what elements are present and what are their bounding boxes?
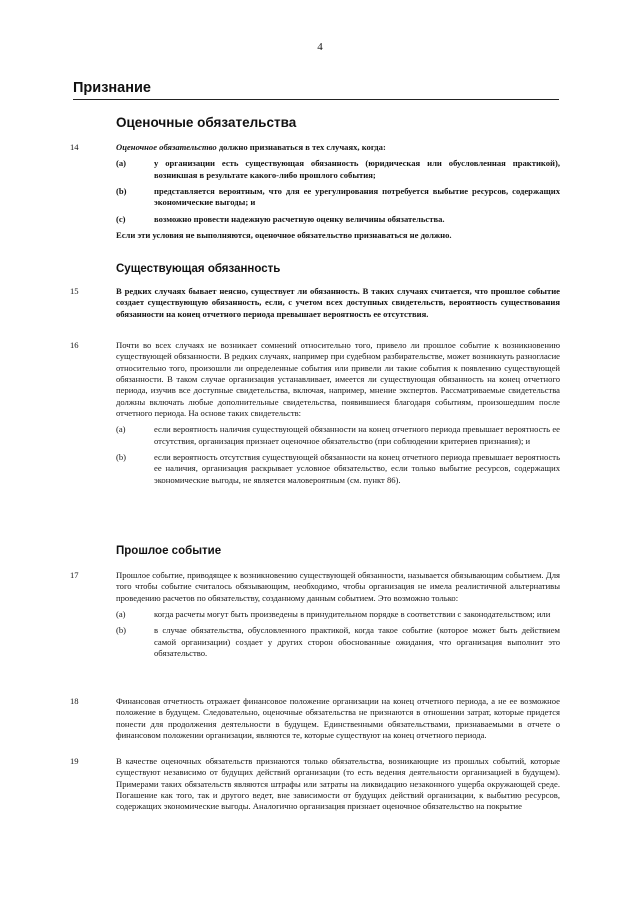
intro-text: должно признаваться в тех случаях, когда: (218, 142, 386, 152)
heading-provisions: Оценочные обязательства (116, 115, 297, 130)
paragraph-15 (70, 286, 560, 320)
paragraph-text: Почти во всех случаях не возникает сомнений относительно того, привело ли прошлое событие к возникновению существующей обязанности. В редких случаях, например при судебном разбирательстве, может возникнуть разногласие относительно того, произошли ли определенные события или привели ли такие события к появлению существующей обязанности. В таком случае организация устанавливает, имеется ли существующая обязанность на конец отчетного периода, изучив все доступные свидетельства, включая, например, мнение экспертов. Рассматриваемые свидетельства должны включать любые дополнительные свидетельства, появившиеся благодаря событиям, произошедшим после отчетного периода. На основе таких свидетельств: (116, 340, 560, 419)
paragraph-text: Прошлое событие, приводящее к возникновению существующей обязанности, называется обязывающим событием. Для того чтобы событие считалось обязывающим, необходимо, чтобы организация не имела реалистичной альтернативы проведению расчетов по обязательству, созданному данным событием. Это возможно только: (116, 570, 560, 603)
list-item (116, 452, 560, 486)
item-label: (а) (116, 424, 126, 435)
closing-text: Если эти условия не выполняются, оценочное обязательство признаваться не должно. (116, 230, 452, 241)
paragraph-text: В качестве оценочных обязательств признаются только обязательства, возникающие из прошлых событий, которые существуют независимо от будущих действий организации (то есть ведения деятельности организацией в будущем). Примерами таких обязательств являются штрафы или затраты на ликвидацию незаконного ущерба окружающей среде. Погашение как того, так и другого ведет, вне зависимости от будущих действий организации, к выбытию ресурсов, содержащих экономические выгоды. Аналогично организация признает оценочное обязательство на покрытие (116, 756, 560, 812)
paragraph-number: 14 (70, 142, 79, 152)
paragraph-number: 17 (70, 570, 79, 580)
item-text: у организации есть существующая обязанность (юридическая или обусловленная практикой), возникшая в результате какого-либо прошлого события; (154, 158, 560, 180)
list-item (116, 424, 560, 447)
item-label: (с) (116, 213, 126, 224)
item-label: (b) (116, 625, 127, 636)
item-text: когда расчеты могут быть произведены в принудительном порядке в соответствии с законодательством; или (154, 609, 551, 620)
list-item (116, 214, 560, 225)
item-label: (b) (116, 452, 127, 463)
item-text: если вероятность наличия существующей обязанности на конец отчетного периода превышает вероятность ее отсутствия, организация признает оценочное обязательство (при соблюдении критериев признания); и (154, 424, 560, 446)
item-text: возможно провести надежную расчетную оценку величины обязательства. (154, 213, 445, 224)
item-text: если вероятность отсутствия существующей обязанности на конец отчетного периода превышает вероятность ее наличия, организация раскрывает условное обязательство, если только выбытие ресурсов, содержащих экономические выгоды, не является маловероятным (см. пункт 86). (154, 452, 560, 485)
paragraph-text: В редких случаях бывает неясно, существует ли обязанность. В таких случаях считается, что прошлое событие создает существующую обязанность, если, с учетом всех доступных свидетельств, вероятность существования обязанности на конец отчетного периода превышает вероятность ее отсутствия. (116, 286, 560, 319)
item-label: (а) (116, 158, 127, 169)
paragraph-14 (70, 142, 560, 241)
paragraph-number: 19 (70, 756, 79, 766)
paragraph-16 (70, 340, 560, 486)
item-label: (а) (116, 609, 126, 620)
heading-present-obligation: Существующая обязанность (116, 263, 281, 275)
page-number: 4 (317, 41, 323, 53)
paragraph-19 (70, 756, 560, 813)
paragraph-body (116, 570, 560, 659)
list-item (116, 609, 560, 620)
item-text: представляется вероятным, что для ее урегулирования потребуется выбытие ресурсов, содержащих экономические выгоды; и (154, 186, 560, 208)
heading-past-event: Прошлое событие (116, 545, 222, 557)
paragraph-18 (70, 696, 560, 741)
list-item (116, 186, 560, 209)
intro-italic: Оценочное обязательство (116, 142, 217, 152)
paragraph-17 (70, 570, 560, 659)
paragraph-body (116, 142, 560, 241)
paragraph-text: Финансовая отчетность отражает финансовое положение организации на конец отчетного периода, а не ее возможное положение в будущем. Следовательно, оценочные обязательства не признаются в отношении затрат, которые придется понести для продолжения деятельности в будущем. Единственными обязательствами, признаваемыми в отчете о финансовом положении организации, являются те, которые существуют на конец отчетного периода. (116, 696, 560, 741)
paragraph-body (116, 340, 560, 486)
paragraph-number: 18 (70, 696, 79, 706)
item-label: (b) (116, 186, 127, 197)
item-text: в случае обязательства, обусловленного практикой, когда такое событие (которое может быть действием самой организации) создает у других сторон обоснованные ожидания, что организация выполнит это обязательство. (154, 625, 560, 659)
list-item (116, 625, 560, 659)
section-title: Признание (73, 80, 151, 96)
list-item (116, 158, 560, 181)
section-header (73, 79, 559, 100)
paragraph-number: 16 (70, 340, 79, 350)
paragraph-number: 15 (70, 286, 79, 296)
